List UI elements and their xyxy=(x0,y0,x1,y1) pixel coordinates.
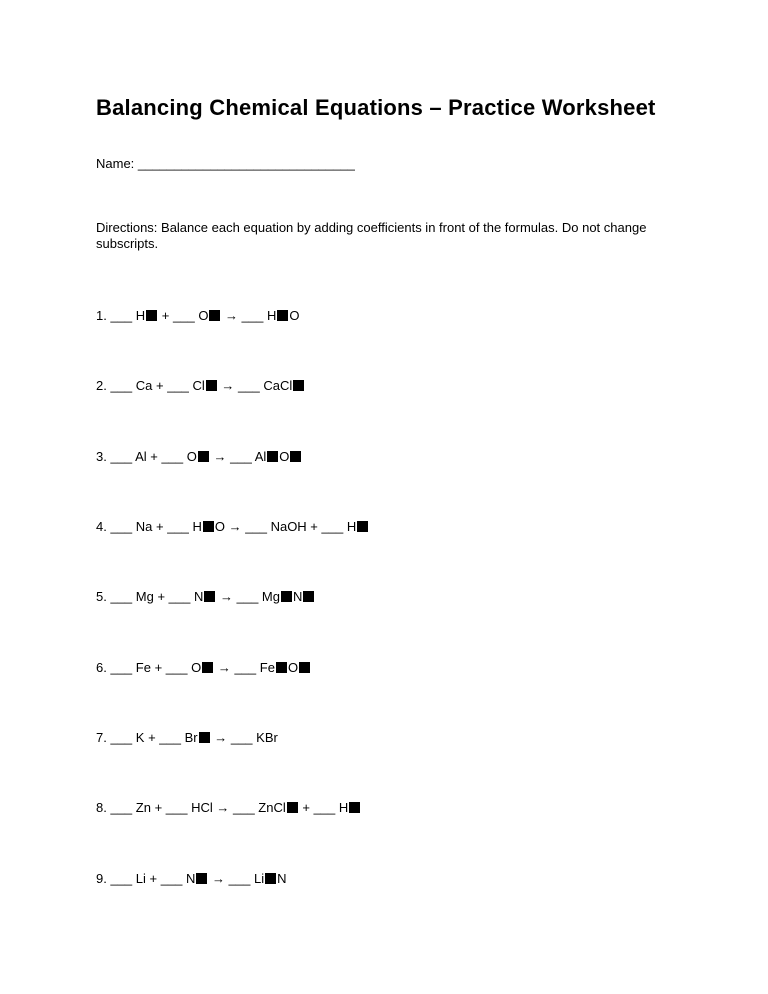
missing-glyph-square xyxy=(204,591,215,602)
missing-glyph-square xyxy=(281,591,292,602)
equation-number: 8. xyxy=(96,800,111,816)
equation-row: 6. ___ Fe + ___ O → ___ Fe O xyxy=(96,660,768,730)
equation-row: 4. ___ Na + ___ H O → ___ NaOH + ___ H xyxy=(96,519,768,589)
equation-row: 5. ___ Mg + ___ N → ___ Mg N xyxy=(96,589,768,659)
equation-row: 3. ___ Al + ___ O → ___ Al O xyxy=(96,449,768,519)
answer-blank: ___ xyxy=(228,870,251,886)
name-row xyxy=(96,156,355,171)
answer-blank: ___ xyxy=(236,589,259,605)
equation-number: 7. xyxy=(96,729,111,745)
equation-number: 4. xyxy=(96,518,111,534)
answer-blank: ___ xyxy=(110,518,133,534)
equations-list xyxy=(96,308,768,941)
missing-glyph-square xyxy=(277,310,288,321)
equation-number: 3. xyxy=(96,448,111,464)
missing-glyph-square xyxy=(303,591,314,602)
missing-glyph-square xyxy=(287,802,298,813)
equation-row: 8. ___ Zn + ___ HCl → ___ ZnCl + ___ H xyxy=(96,800,768,870)
answer-blank: ___ xyxy=(241,308,264,323)
missing-glyph-square xyxy=(357,521,368,532)
name-blank-line: ______________________________ xyxy=(137,156,355,171)
answer-blank: ___ xyxy=(167,378,189,394)
equation-number: 2. xyxy=(96,378,111,394)
answer-blank: ___ xyxy=(110,308,133,323)
answer-blank: ___ xyxy=(230,448,252,464)
equation-number: 1. xyxy=(96,308,111,323)
answer-blank: ___ xyxy=(173,308,195,323)
answer-blank: ___ xyxy=(110,800,133,816)
page-title: Balancing Chemical Equations – Practice Worksheet xyxy=(96,95,656,120)
answer-blank: ___ xyxy=(110,729,133,745)
answer-blank: ___ xyxy=(232,800,255,816)
answer-blank: ___ xyxy=(165,800,188,816)
missing-glyph-square xyxy=(276,662,287,673)
answer-blank: ___ xyxy=(234,659,257,675)
missing-glyph-square xyxy=(265,873,276,884)
answer-blank: ___ xyxy=(167,518,189,534)
equation-row: 7. ___ K + ___ Br → ___ KBr xyxy=(96,729,278,745)
missing-glyph-square xyxy=(209,310,220,321)
missing-glyph-square xyxy=(202,662,213,673)
equation-number: 5. xyxy=(96,589,111,605)
missing-glyph-square xyxy=(196,873,207,884)
answer-blank: ___ xyxy=(160,870,183,886)
answer-blank: ___ xyxy=(245,518,267,534)
answer-blank: ___ xyxy=(321,518,344,534)
answer-blank: ___ xyxy=(110,378,133,394)
missing-glyph-square xyxy=(349,802,360,813)
answer-blank: ___ xyxy=(238,378,260,394)
name-label: Name: xyxy=(96,156,135,171)
missing-glyph-square xyxy=(199,732,210,743)
missing-glyph-square xyxy=(198,451,209,462)
missing-glyph-square xyxy=(203,521,214,532)
answer-blank: ___ xyxy=(313,800,336,816)
answer-blank: ___ xyxy=(110,448,133,464)
answer-blank: ___ xyxy=(110,589,133,605)
answer-blank: ___ xyxy=(161,448,184,464)
answer-blank: ___ xyxy=(165,659,188,675)
answer-blank: ___ xyxy=(110,659,133,675)
missing-glyph-square xyxy=(146,310,157,321)
equation-row: 9. ___ Li + ___ N → ___ Li N xyxy=(96,870,287,886)
answer-blank: ___ xyxy=(159,729,181,745)
missing-glyph-square xyxy=(299,662,310,673)
equation-row: 1. ___ H + ___ O → ___ H O xyxy=(96,308,300,323)
equation-number: 6. xyxy=(96,659,111,675)
missing-glyph-square xyxy=(290,451,301,462)
answer-blank: ___ xyxy=(168,589,191,605)
equation-row: 2. ___ Ca + ___ Cl → ___ CaCl xyxy=(96,378,768,448)
equation-number: 9. xyxy=(96,870,111,886)
answer-blank: ___ xyxy=(110,870,133,886)
missing-glyph-square xyxy=(206,380,217,391)
directions-text: Directions: Balance each equation by adding coefficients in front of the formulas. Do not change subscripts. xyxy=(96,220,647,251)
answer-blank: ___ xyxy=(230,729,253,745)
missing-glyph-square xyxy=(267,451,278,462)
missing-glyph-square xyxy=(293,380,304,391)
